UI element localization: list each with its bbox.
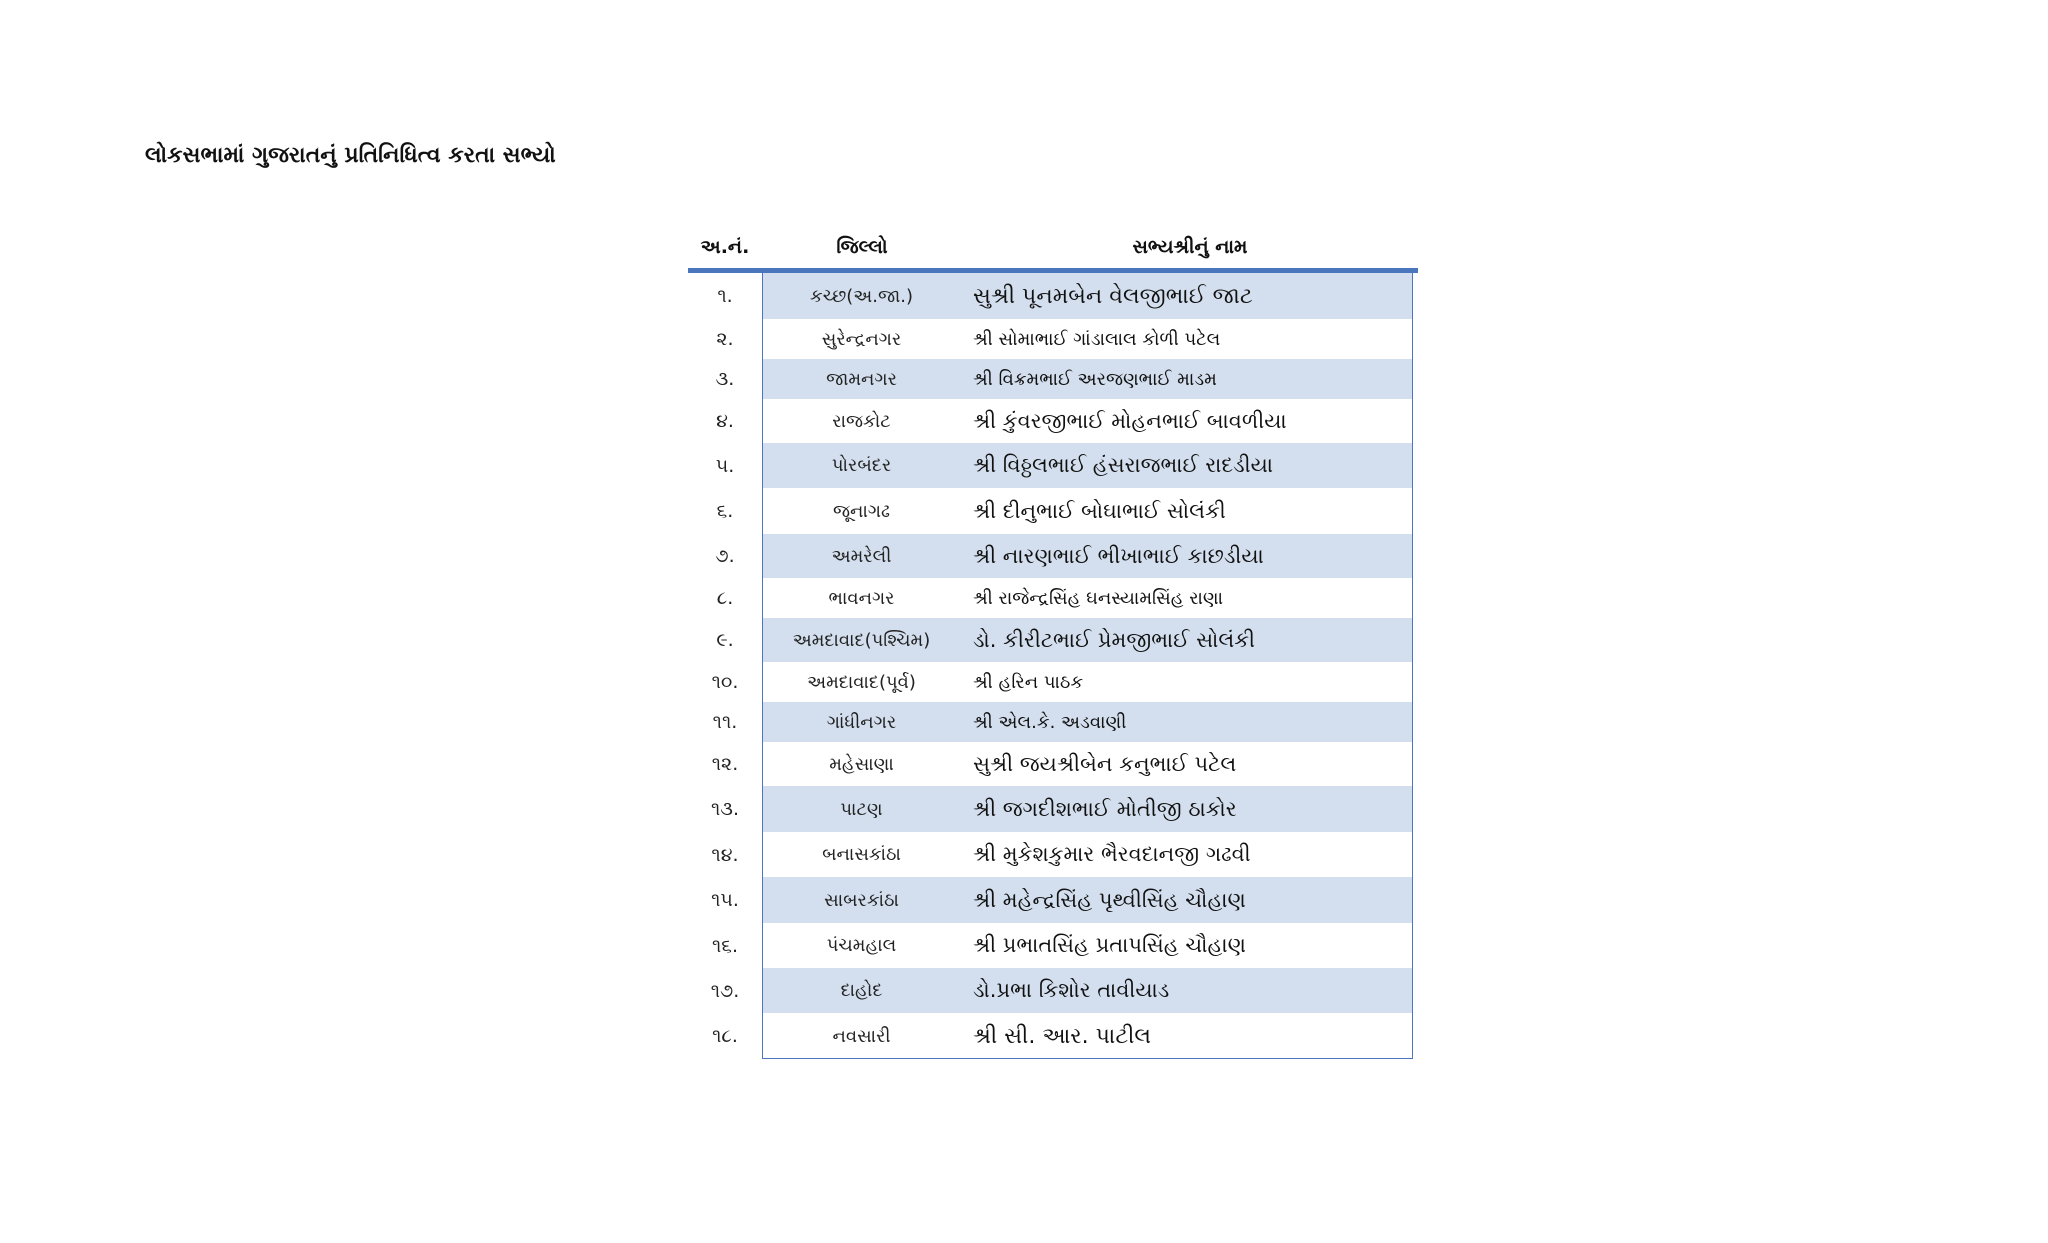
members-table [688,230,1418,1059]
serial-number-cell: ૧૧. [712,711,738,733]
table-row [688,1013,1418,1059]
district-cell: પોરબંદર [762,443,961,488]
district-cell: નવસારી [832,1025,891,1047]
header-member-name: સભ્યશ્રીનું નામ [1132,236,1248,258]
serial-number-cell: ૧૬. [712,934,738,957]
serial-number-cell: ૧૮. [712,1025,738,1047]
serial-number-cell: ૧૩. [710,798,739,820]
serial-number-cell: ૪. [716,410,734,432]
district-cell: પાટણ [762,786,961,832]
serial-number-cell: ૮. [716,587,734,609]
district-cell: દાહોદ [762,968,961,1013]
table-row [688,534,1418,578]
member-name-cell: ડો. કીરીટભાઈ પ્રેમજીભાઈ સોલંકી [961,618,1413,662]
district-cell: રાજકોટ [832,410,891,432]
district-cell: જૂનાગઢ [833,500,890,522]
table-header [688,230,1418,273]
serial-number-cell: ૧૨. [711,753,739,775]
district-cell: ભાવનગર [828,587,895,609]
member-name-cell: સુશ્રી જયશ્રીબેન કનુભાઈ પટેલ [973,751,1237,776]
serial-number-cell: ૧. [717,285,733,307]
district-cell: કચ્છ(અ.જા.) [762,273,961,319]
district-cell: પંચમહાલ [826,935,897,956]
member-name-cell: શ્રી મુકેશકુમાર ભૈરવદાનજી ગઢવી [973,842,1251,866]
serial-number-cell: ૧૫. [711,889,739,911]
serial-number-cell: ૯. [716,629,734,651]
member-name-cell: સુશ્રી પૂનમબેન વેલજીભાઈ જાટ [961,273,1413,319]
table-row [688,702,1418,742]
table-row [688,877,1418,923]
table-row [688,742,1418,786]
table-row [688,443,1418,488]
district-cell: સુરેન્દ્રનગર [821,328,902,350]
member-name-cell: શ્રી રાજેન્દ્રસિંહ ઘનસ્યામસિંહ રાણા [973,587,1224,609]
serial-number-cell: ૭. [715,545,735,567]
table-row [688,832,1418,877]
district-cell: બનાસકાંઠા [822,844,901,865]
table-row [688,488,1418,534]
member-name-cell: શ્રી સોમાભાઈ ગાંડાલાલ કોળી પટેલ [973,328,1221,350]
table-row [688,618,1418,662]
member-name-cell: ડો.પ્રભા કિશોર તાવીયાડ [961,968,1413,1013]
member-name-cell: શ્રી નારણભાઈ ભીખાભાઈ કાછડીયા [961,534,1413,578]
table-row [688,923,1418,968]
table-row [688,359,1418,399]
table-row [688,399,1418,443]
district-cell: મહેસાણા [829,753,894,775]
document-title: લોકસભામાં ગુજરાતનું પ્રતિનિધિત્વ કરતા સભ્યો [145,143,556,168]
member-name-cell: શ્રી કુંવરજીભાઈ મોહનભાઈ બાવળીયા [973,408,1287,433]
member-name-cell: શ્રી એલ.કે. અડવાણી [961,702,1413,742]
header-serial-number: અ.નં. [700,236,750,258]
member-name-cell: શ્રી વિક્રમભાઈ અરજણભાઈ માડમ [961,359,1413,399]
member-name-cell: શ્રી મહેન્દ્રસિંહ પૃથ્વીસિંહ ચૌહાણ [961,877,1413,923]
serial-number-cell: ૧૪. [711,843,739,866]
member-name-cell: શ્રી વિઠ્ઠલભાઈ હંસરાજભાઈ રાદડીયા [961,443,1413,488]
serial-number-cell: ૩. [715,368,735,390]
serial-number-cell: ૨. [716,328,734,350]
table-row [688,786,1418,832]
serial-number-cell: ૫. [715,454,735,477]
member-name-cell: શ્રી હરિન પાઠક [973,671,1084,693]
table-body [688,273,1418,1059]
district-cell: અમદાવાદ(પશ્ચિમ) [762,618,961,662]
table-row [688,273,1418,319]
member-name-cell: શ્રી જગદીશભાઈ મોતીજી ઠાકોર [961,786,1413,832]
table-row [688,968,1418,1013]
district-cell: અમરેલી [762,534,961,578]
district-cell: ગાંધીનગર [762,702,961,742]
member-name-cell: શ્રી પ્રભાતસિંહ પ્રતાપસિંહ ચૌહાણ [973,933,1246,957]
serial-number-cell: ૧૭. [710,979,740,1002]
district-cell: સાબરકાંઠા [762,877,961,923]
district-cell: અમદાવાદ(પૂર્વ) [807,671,916,693]
member-name-cell: શ્રી દીનુભાઈ બોઘાભાઈ સોલંકી [973,498,1226,523]
member-name-cell: શ્રી સી. આર. પાટીલ [973,1023,1152,1049]
serial-number-cell: ૧૦. [711,671,739,693]
serial-number-cell: ૬. [716,500,734,522]
header-district: જિલ્લો [836,236,888,258]
table-row [688,662,1418,702]
table-row [688,578,1418,618]
district-cell: જામનગર [762,359,961,399]
table-row [688,319,1418,359]
